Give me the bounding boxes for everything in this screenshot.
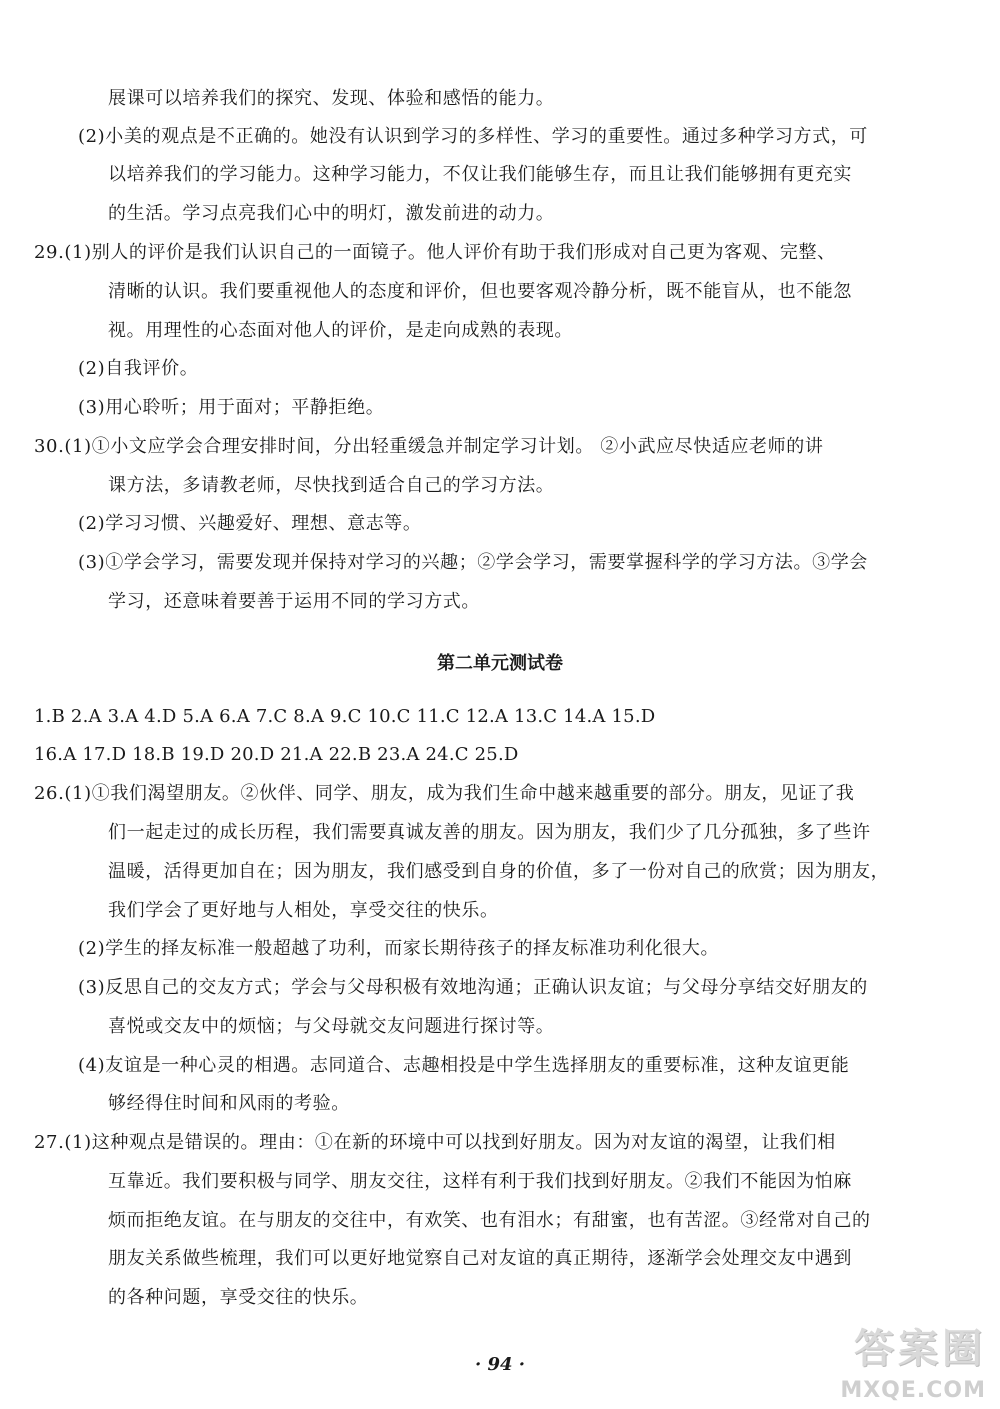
text-line: 们一起走过的成长历程，我们需要真诚友善的朋友。因为朋友，我们少了几分孤独，多了些许 (108, 822, 871, 843)
text-line: 展课可以培养我们的探究、发现、体验和感悟的能力。 (108, 88, 555, 109)
answer-key-line: 16.A 17.D 18.B 19.D 20.D 21.A 22.B 23.A 24.C 25.D (34, 744, 519, 765)
text-line: 互靠近。我们要积极与同学、朋友交往，这样有利于我们找到好朋友。②我们不能因为怕麻 (108, 1171, 852, 1192)
text-line: 29.(1)别人的评价是我们认识自己的一面镜子。他人评价有助于我们形成对自己更为客观、完整、 (34, 242, 836, 263)
watermark-url: MXQE.COM (840, 1378, 986, 1403)
text-line: (3)①学会学习，需要发现并保持对学习的兴趣；②学会学习，需要掌握科学的学习方法。③学会 (78, 552, 868, 573)
text-line: 27.(1)这种观点是错误的。理由：①在新的环境中可以找到好朋友。因为对友谊的渴望，让我们相 (34, 1132, 836, 1153)
text-line: 朋友关系做些梳理，我们可以更好地觉察自己对友谊的真正期待，逐渐学会处理交友中遇到 (108, 1248, 852, 1269)
text-line: (3)用心聆听；用于面对；平静拒绝。 (78, 397, 385, 418)
text-line: 课方法，多请教老师，尽快找到适合自己的学习方法。 (108, 475, 555, 496)
text-line: (2)学习习惯、兴趣爱好、理想、意志等。 (78, 513, 422, 534)
text-line: (4)友谊是一种心灵的相遇。志同道合、志趣相投是中学生选择朋友的重要标准，这种友谊更能 (78, 1055, 850, 1076)
text-line: 喜悦或交友中的烦恼；与父母就交友问题进行探讨等。 (108, 1016, 555, 1037)
text-line: 烦而拒绝友谊。在与朋友的交往中，有欢笑、也有泪水；有甜蜜，也有苦涩。③经常对自己的 (108, 1210, 871, 1231)
watermark-logo (832, 1317, 992, 1403)
text-line: 30.(1)①小文应学会合理安排时间，分出轻重缓急并制定学习计划。 ②小武应尽快适应老师的讲 (34, 436, 824, 457)
answer-key-line: 1.B 2.A 3.A 4.D 5.A 6.A 7.C 8.A 9.C 10.C 11.C 12.A 13.C 14.A 15.D (34, 706, 656, 727)
text-line: 清晰的认识。我们要重视他人的态度和评价，但也要客观冷静分析，既不能盲从，也不能忽 (108, 281, 852, 302)
page-number: · 94 · (474, 1354, 526, 1375)
text-line: (2)学生的择友标准一般超越了功利，而家长期待孩子的择友标准功利化很大。 (78, 938, 720, 959)
text-line: 视。用理性的心态面对他人的评价，是走向成熟的表现。 (108, 320, 573, 341)
text-line: 够经得住时间和风雨的考验。 (108, 1093, 350, 1114)
text-line: 的生活。学习点亮我们心中的明灯，激发前进的动力。 (108, 203, 555, 224)
text-line: 温暖，活得更加自在；因为朋友，我们感受到自身的价值，多了一份对自己的欣赏；因为朋友， (108, 861, 890, 882)
watermark-text: 答案圈 (854, 1326, 986, 1372)
text-line: 26.(1)①我们渴望朋友。②伙伴、同学、朋友，成为我们生命中越来越重要的部分。朋友，见证了我 (34, 783, 855, 804)
text-line: 以培养我们的学习能力。这种学习能力，不仅让我们能够生存，而且让我们能够拥有更充实 (108, 164, 852, 185)
section-title: 第二单元测试卷 (437, 653, 563, 674)
text-line: 我们学会了更好地与人相处，享受交往的快乐。 (108, 900, 499, 921)
text-line: (2)自我评价。 (78, 358, 199, 379)
text-line: 学习，还意味着要善于运用不同的学习方式。 (108, 591, 480, 612)
text-line: 的各种问题，享受交往的快乐。 (108, 1287, 369, 1308)
text-line: (2)小美的观点是不正确的。她没有认识到学习的多样性、学习的重要性。通过多种学习方式，可 (78, 126, 868, 147)
text-line: (3)反思自己的交友方式；学会与父母积极有效地沟通；正确认识友谊；与父母分享结交好朋友的 (78, 977, 868, 998)
